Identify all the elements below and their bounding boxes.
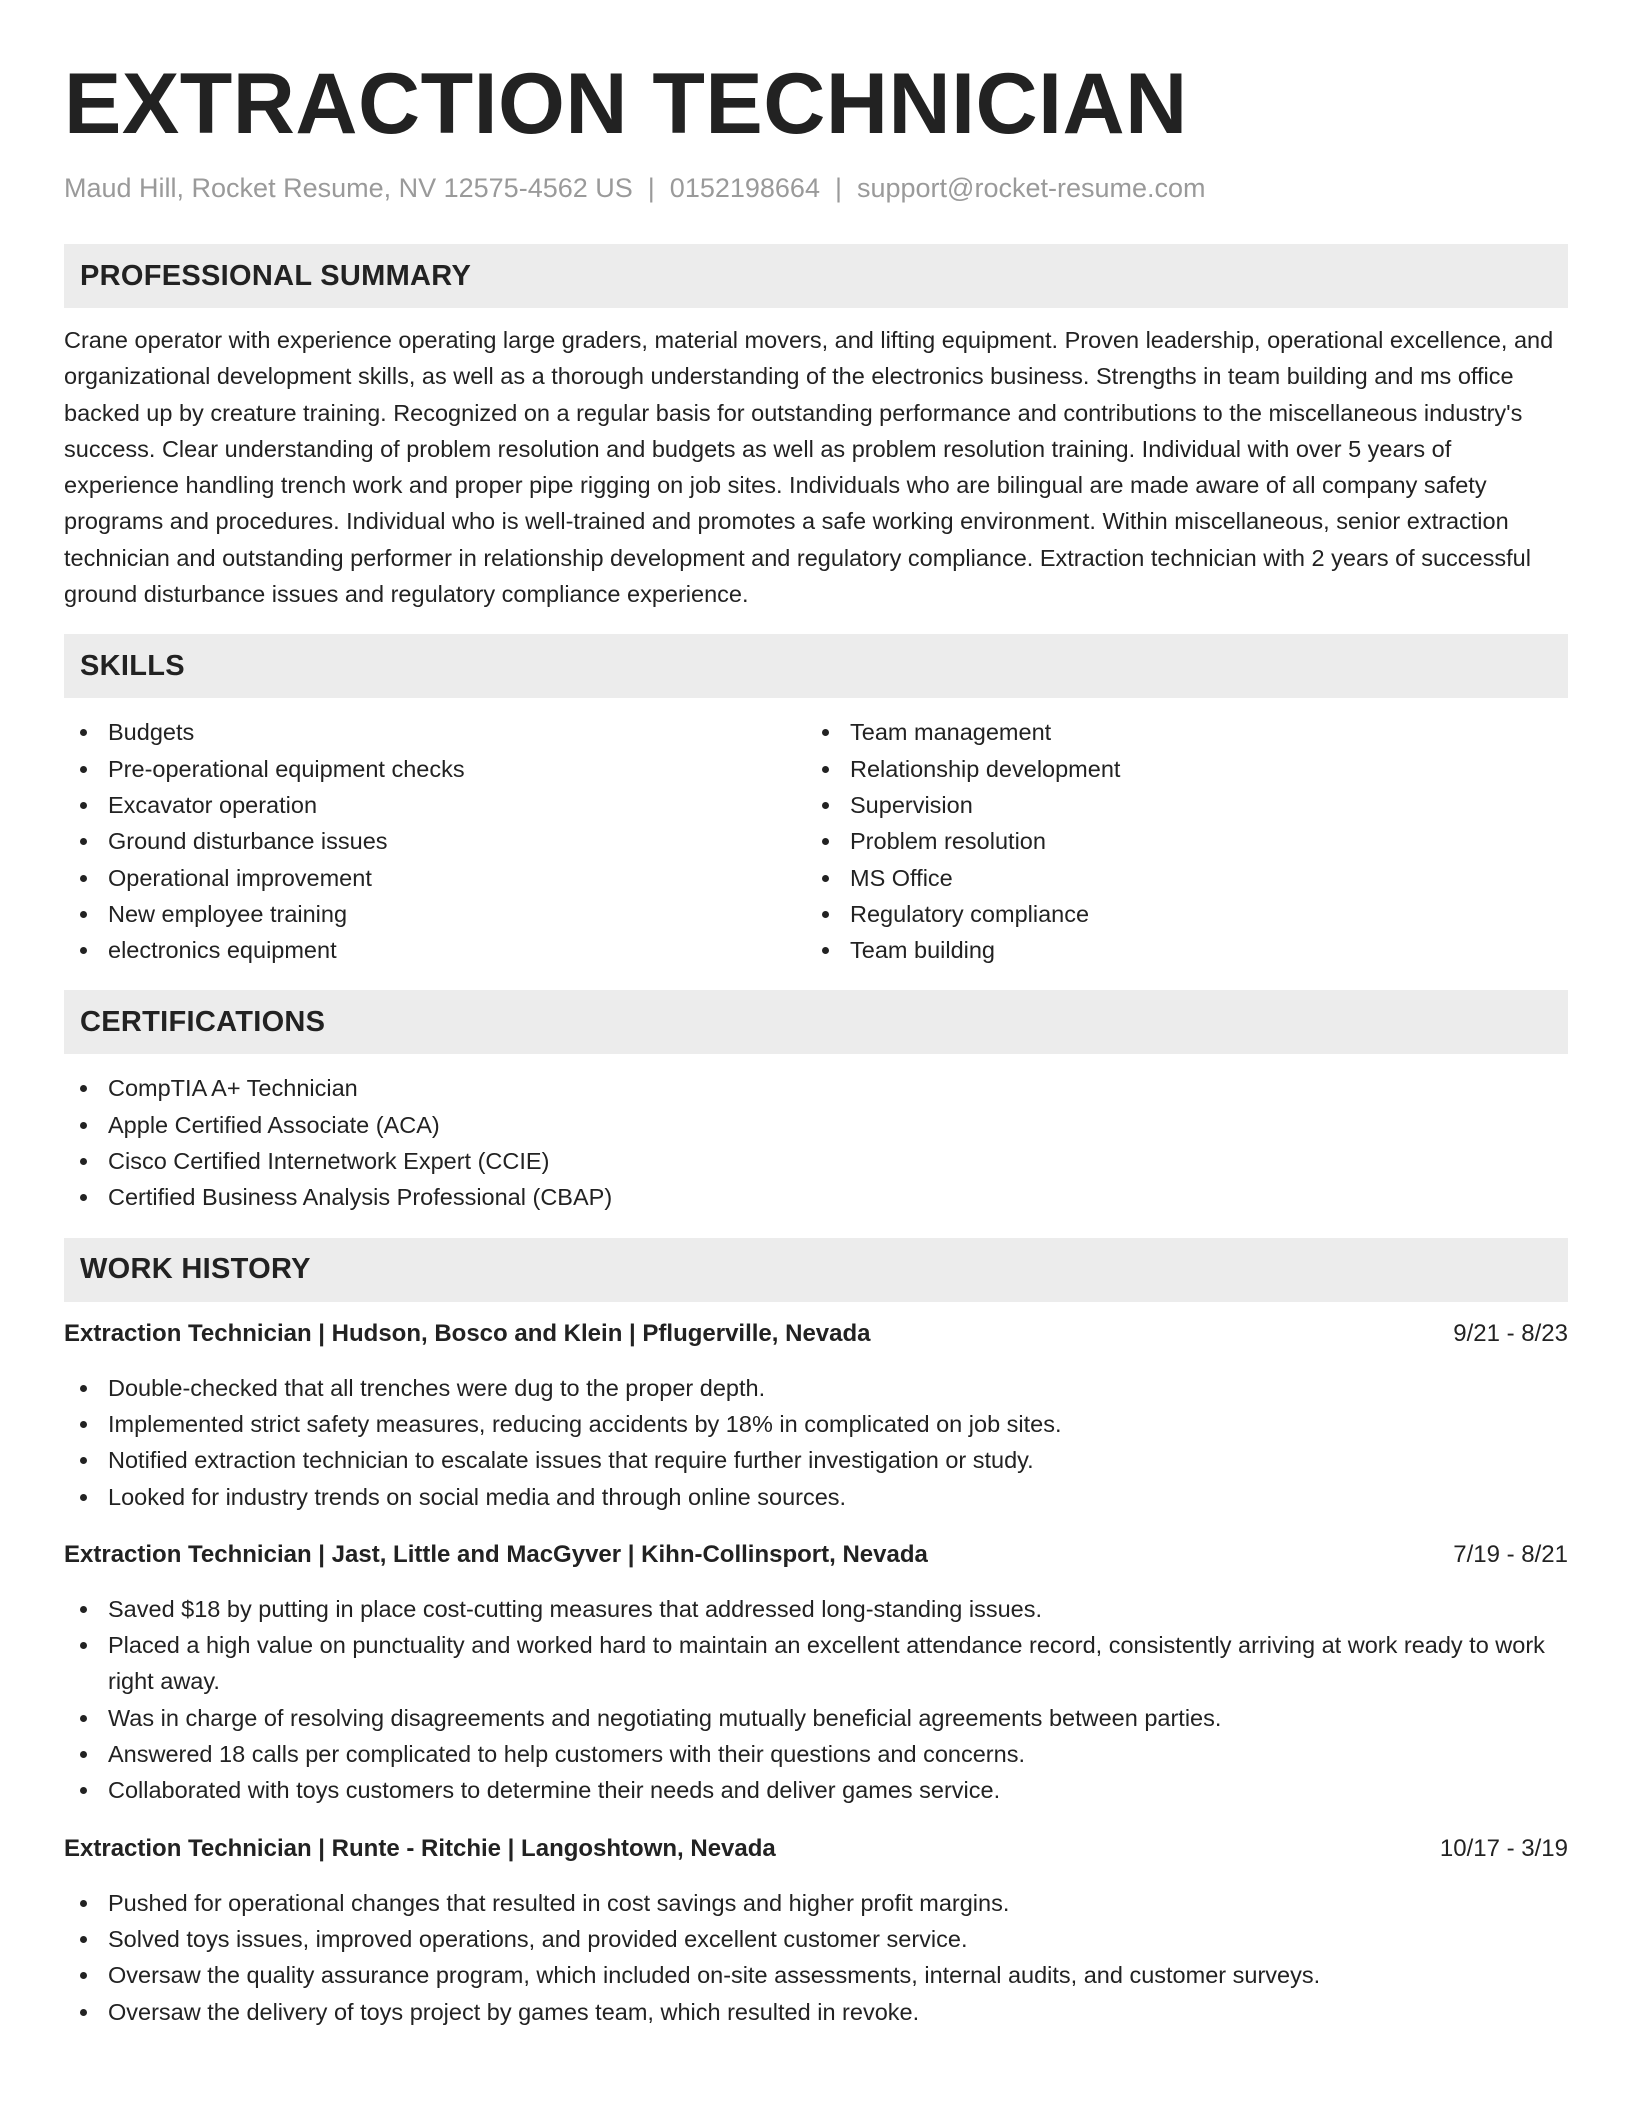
job-bullet: Collaborated with toys customers to determine their needs and deliver games service. <box>64 1772 1568 1808</box>
job-bullet: Implemented strict safety measures, reducing accidents by 18% in complicated on job sites. <box>64 1406 1568 1442</box>
skill-item: Excavator operation <box>64 787 806 823</box>
skill-item: Supervision <box>806 787 1548 823</box>
section-header-summary: PROFESSIONAL SUMMARY <box>64 244 1568 308</box>
job-bullet: Answered 18 calls per complicated to help customers with their questions and concerns. <box>64 1736 1568 1772</box>
job-header <box>64 1537 1568 1573</box>
job-entry <box>64 1831 1568 2030</box>
job-bullet: Placed a high value on punctuality and worked hard to maintain an excellent attendance record, consistently arriving at work ready to work right away. <box>64 1627 1568 1700</box>
contact-email: support@rocket-resume.com <box>856 173 1206 203</box>
skills-list <box>64 714 1568 968</box>
skill-item: Problem resolution <box>806 823 1548 859</box>
job-bullet: Pushed for operational changes that resulted in cost savings and higher profit margins. <box>64 1885 1568 1921</box>
contact-separator: | <box>647 173 655 203</box>
skill-item: Operational improvement <box>64 860 806 896</box>
job-entry <box>64 1316 1568 1515</box>
job-dates: 10/17 - 3/19 <box>1439 1834 1568 1862</box>
certifications-list <box>64 1070 1568 1215</box>
resume-page <box>64 52 1568 2030</box>
skill-item: Team management <box>806 714 1548 750</box>
contact-separator: | <box>834 173 842 203</box>
skill-item: Team building <box>806 932 1548 968</box>
skill-item: MS Office <box>806 860 1548 896</box>
job-bullet: Solved toys issues, improved operations, and provided excellent customer service. <box>64 1921 1568 1957</box>
job-bullets <box>64 1885 1568 2030</box>
job-title: Extraction Technician | Hudson, Bosco and Klein | Pflugerville, Nevada <box>64 1319 871 1347</box>
job-title: Extraction Technician | Runte - Ritchie | Langoshtown, Nevada <box>64 1834 776 1862</box>
job-bullet: Oversaw the quality assurance program, which included on-site assessments, internal audits, and customer surveys. <box>64 1957 1568 1993</box>
section-header-work-history: WORK HISTORY <box>64 1238 1568 1302</box>
job-bullet: Saved $18 by putting in place cost-cutting measures that addressed long-standing issues. <box>64 1591 1568 1627</box>
job-bullet: Was in charge of resolving disagreements and negotiating mutually beneficial agreements between parties. <box>64 1700 1568 1736</box>
skill-item: Pre-operational equipment checks <box>64 751 806 787</box>
certification-item: Apple Certified Associate (ACA) <box>64 1107 1568 1143</box>
job-bullet: Looked for industry trends on social media and through online sources. <box>64 1479 1568 1515</box>
job-entry <box>64 1537 1568 1809</box>
section-header-skills: SKILLS <box>64 634 1568 698</box>
job-dates: 9/21 - 8/23 <box>1453 1319 1568 1347</box>
contact-line <box>64 170 1568 206</box>
job-bullet: Notified extraction technician to escalate issues that require further investigation or study. <box>64 1442 1568 1478</box>
job-title: Extraction Technician | Jast, Little and MacGyver | Kihn-Collinsport, Nevada <box>64 1540 928 1568</box>
skill-item: Ground disturbance issues <box>64 823 806 859</box>
job-bullets <box>64 1591 1568 1809</box>
skill-item: electronics equipment <box>64 932 806 968</box>
contact-address: Maud Hill, Rocket Resume, NV 12575-4562 US <box>64 173 633 203</box>
skill-item: Budgets <box>64 714 806 750</box>
job-header <box>64 1831 1568 1867</box>
certification-item: CompTIA A+ Technician <box>64 1070 1568 1106</box>
section-header-certifications: CERTIFICATIONS <box>64 990 1568 1054</box>
resume-name-title: EXTRACTION TECHNICIAN <box>64 56 1188 152</box>
summary-text: Crane operator with experience operating large graders, material movers, and lifting equipment. Proven leadership, operational excellence, and organizational development skills, as well as a thorough understanding of the electronics business. Strengths in team building and ms office backed up by creature training. Recognized on a regular basis for outstanding performance and contributions to the miscellaneous industry's success. Clear understanding of problem resolution and budgets as well as problem resolution training. Individual with over 5 years of experience handling trench work and proper pipe rigging on job sites. Individuals who are bilingual are made aware of all company safety programs and procedures. Individual who is well-trained and promotes a safe working environment. Within miscellaneous, senior extraction technician and outstanding performer in relationship development and regulatory compliance. Extraction technician with 2 years of successful ground disturbance issues and regulatory compliance experience. <box>64 327 1554 608</box>
job-header <box>64 1316 1568 1352</box>
skill-item: Relationship development <box>806 751 1548 787</box>
certification-item: Certified Business Analysis Professional (CBAP) <box>64 1179 1568 1215</box>
job-bullet: Double-checked that all trenches were dug to the proper depth. <box>64 1370 1568 1406</box>
skills-column-left <box>64 714 806 968</box>
certification-item: Cisco Certified Internetwork Expert (CCIE) <box>64 1143 1568 1179</box>
job-dates: 7/19 - 8/21 <box>1453 1540 1568 1568</box>
skill-item: New employee training <box>64 896 806 932</box>
job-bullet: Oversaw the delivery of toys project by games team, which resulted in revoke. <box>64 1994 1568 2030</box>
skills-column-right <box>806 714 1548 968</box>
contact-phone: 0152198664 <box>669 173 820 203</box>
skill-item: Regulatory compliance <box>806 896 1548 932</box>
job-bullets <box>64 1370 1568 1515</box>
